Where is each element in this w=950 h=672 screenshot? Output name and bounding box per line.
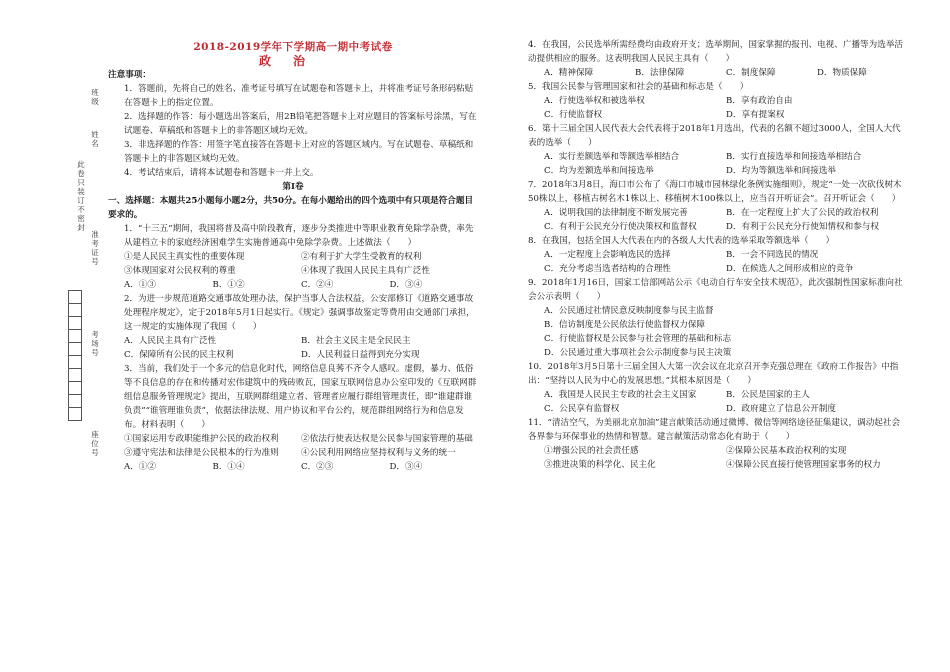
statement-option: ②保障公民基本政治权利的实现 <box>726 446 847 456</box>
question-stem: 10．2018年3月5日第十三届全国人大第一次会议在北京召开李克强总理在《政府工作报告》中指出：“坚持以人民为中心的发展思想。”其根本原因是（ ） <box>528 362 899 386</box>
answer-choices <box>108 334 478 362</box>
seat-label: 座位号 <box>91 430 99 457</box>
answer-choice: A．一定程度上会影响选民的选择 <box>544 250 671 260</box>
answer-choices <box>528 304 908 360</box>
answer-choices <box>528 66 908 80</box>
answer-choice: B．实行直接选举和间接选举相结合 <box>726 152 862 162</box>
answer-choice: D．政府建立了信息公开制度 <box>726 404 837 414</box>
answer-choice: C．行使监督权是公民参与社会管理的基础和标志 <box>544 334 732 344</box>
answer-choice: A．实行差额选举和等额选举相结合 <box>544 152 680 162</box>
answer-choice: A．公民通过社情民意反映制度参与民主监督 <box>544 306 714 316</box>
statement-option: ④公民利用网络应坚持权利与义务的统一 <box>301 448 456 458</box>
statement-option: ③遵守宪法和法律是公民根本的行为准则 <box>124 448 279 458</box>
question-stem: 1．“十三五”期间，我国将普及高中阶段教育，逐步分类推进中等职业教育免除学杂费，率先从建档立卡的家庭经济困难学生实施普通高中免除学杂费。上述做法（ ） <box>124 224 474 248</box>
answer-choice: D．人民利益日益得到充分实现 <box>301 350 420 360</box>
answer-choice: A．说明我国的法律制度不断发展完善 <box>544 208 688 218</box>
answer-choice: D．③④ <box>389 280 423 290</box>
answer-choice: D．均为等额选举和间接选举 <box>726 166 837 176</box>
answer-choice: D．享有提案权 <box>726 110 785 120</box>
answer-choice: C．均为差额选举和间接选举 <box>544 166 654 176</box>
left-column <box>108 40 478 474</box>
answer-choice: C．②③ <box>301 462 334 472</box>
exam-title: 2018-2019学年下学期高一期中考试卷 <box>193 41 393 53</box>
answer-choice: A．行使选举权和被选举权 <box>544 96 645 106</box>
answer-choice: B．①② <box>212 280 245 290</box>
answer-choice: B．信访制度是公民依法行使监督权力保障 <box>544 320 706 330</box>
answer-choice: B．法律保障 <box>635 68 685 78</box>
class-label: 班级 <box>91 88 99 106</box>
answer-choice: C．制度保障 <box>726 68 776 78</box>
answer-choices <box>528 388 908 416</box>
answer-choices <box>528 248 908 276</box>
statement-options <box>108 432 478 460</box>
answer-choice: D．在候选人之间形成相应的竞争 <box>726 264 854 274</box>
statement-options <box>108 250 478 278</box>
answer-choice: C．保障所有公民的民主权利 <box>124 350 234 360</box>
note-item: 3．非选择题的作答：用签字笔直接答在答题卡上对应的答题区域内。写在试题卷、草稿纸和答题卡上的非答题区域均无效。 <box>124 140 474 164</box>
statement-option: ③体现国家对公民权利的尊重 <box>124 266 236 276</box>
answer-choice: C．充分考虑当选者结构的合理性 <box>544 264 671 274</box>
answer-choice: B．一会不同选民的情况 <box>726 250 819 260</box>
room-label: 考场号 <box>91 330 99 357</box>
statement-option: ③推进决策的科学化、民主化 <box>544 460 656 470</box>
statement-option: ②有利于扩大学生受教育的权利 <box>301 252 422 262</box>
question-stem: 3．当前，我们处于一个多元的信息化时代，网络信息良莠不齐令人感叹。虚假，暴力、低俗等不良信息的存在和传播对宏伟建筑中的残砖败瓦，国家互联网信息办公室印发的《互联网群组信息服务管理规定》提出，互联网群组建立者、管理者应履行群组管理责任，即“谁建群谁负责”“谁管理谁负责”，依据法律法规、用户协议和平台公约，规范群组网络行为和信息发布。材料表明（ ） <box>124 364 477 430</box>
statement-option: ①国家运用专政职能维护公民的政治权利 <box>124 434 279 444</box>
seal-text: 此卷只装订不密封 <box>77 160 85 232</box>
part-title: 第Ⅰ卷 <box>282 182 304 192</box>
notes-title: 注意事项： <box>108 70 151 80</box>
answer-choice: A．①② <box>124 462 156 472</box>
answer-choice: C．行使监督权 <box>544 110 603 120</box>
question-stem: 2．为进一步规范道路交通事故处理办法，保护当事人合法权益，公安部修订《道路交通事故处理程序规定》，定于2018年5月1日起实行。《规定》强调事故鉴定等费用由交通部门承担，这一规定的实施体现了我国（ ） <box>124 294 475 332</box>
answer-choice: A．人民民主具有广泛性 <box>124 336 217 346</box>
answer-choice: C．②④ <box>301 280 334 290</box>
question-stem: 5．我国公民参与管理国家和社会的基础和标志是（ ） <box>528 82 749 92</box>
statement-options <box>528 444 908 472</box>
question-stem: 4．在我国，公民选举所需经费均由政府开支；选举期间，国家掌握的报刊、电视、广播等为选举活动提供相应的服务。这表明我国人民民主具有（ ） <box>528 40 904 64</box>
answer-choices <box>528 206 908 234</box>
note-item: 4．考试结束后，请将本试题卷和答题卡一并上交。 <box>124 168 319 178</box>
answer-choices <box>528 94 908 122</box>
answer-choice: D．物质保障 <box>817 68 867 78</box>
section-title: 一、选择题：本题共25小题每小题2分，共50分。在每小题给出的四个选项中有只项是符合题目要求的。 <box>108 196 474 220</box>
exam-id-label: 准考证号 <box>91 230 99 266</box>
answer-choices <box>108 278 478 292</box>
name-label: 姓名 <box>91 130 99 148</box>
answer-choice: A．①③ <box>124 280 156 290</box>
exam-id-boxes <box>68 290 82 420</box>
answer-choice: B．社会主义民主是全民民主 <box>301 336 411 346</box>
answer-choice: B．在一定程度上扩大了公民的政治权利 <box>726 208 879 218</box>
answer-choices <box>528 150 908 178</box>
answer-choice: C．公民享有监督权 <box>544 404 620 414</box>
question-stem: 9．2018年1月16日，国家工信部网站公示《电动自行车安全技术规范》，此次强制性国家标准向社会公示表明（ ） <box>528 278 903 302</box>
answer-choice: A．精神保障 <box>544 68 594 78</box>
question-stem: 11．“清洁空气，为美丽北京加油”建言献策活动通过微博、微信等网络途径征集建议，调动起社会各界参与环保事业的热情和智慧。建言献策活动常态化有助于（ ） <box>528 418 901 442</box>
answer-choices <box>108 460 478 474</box>
answer-choice: B．享有政治自由 <box>726 96 793 106</box>
binding-margin <box>60 60 100 660</box>
answer-choice: B．公民是国家的主人 <box>726 390 810 400</box>
note-item: 1．答题前，先将自己的姓名、准考证号填写在试题卷和答题卡上，并将准考证号条形码粘贴在答题卡上的指定位置。 <box>124 84 474 108</box>
statement-option: ②依法行使表达权是公民参与国家管理的基础 <box>301 434 473 444</box>
question-stem: 7．2018年3月8日，海口市公布了《海口市城市园林绿化条例实施细则》，规定“一处一次砍伐树木50株以上，移植古树名木1株以上、移植树木100株以上，应当召开听证会”。召开听证会（ ） <box>528 180 902 204</box>
right-column <box>528 38 908 472</box>
answer-choice: C．有利于公民充分行使决策权和监督权 <box>544 222 697 232</box>
question-stem: 8．在我国，包括全国人大代表在内的各级人大代表的选举采取等额选举（ ） <box>528 236 835 246</box>
subject-title: 政治 <box>258 54 327 68</box>
answer-choice: D．③④ <box>389 462 423 472</box>
note-item: 2．选择题的作答：每小题选出答案后，用2B铅笔把答题卡上对应题目的答案标号涂黑，写在试题卷、草稿纸和答题卡上的非答题区域均无效。 <box>124 112 477 136</box>
statement-option: ①增强公民的社会责任感 <box>544 446 639 456</box>
answer-choice: B．①④ <box>212 462 245 472</box>
question-stem: 6．第十三届全国人民代表大会代表将于2018年1月选出，代表的名额不超过3000人，全国人大代表的选举（ ） <box>528 124 901 148</box>
answer-choice: A．我国是人民民主专政的社会主义国家 <box>544 390 697 400</box>
statement-option: ④体现了我国人民民主具有广泛性 <box>301 266 430 276</box>
answer-choice: D．公民通过重大事项社会公示制度参与民主决策 <box>544 348 732 358</box>
answer-choice: D．有利于公民充分行使知情权和参与权 <box>726 222 879 232</box>
statement-option: ①是人民民主真实性的重要体现 <box>124 252 245 262</box>
statement-option: ④保障公民直接行使管理国家事务的权力 <box>726 460 881 470</box>
